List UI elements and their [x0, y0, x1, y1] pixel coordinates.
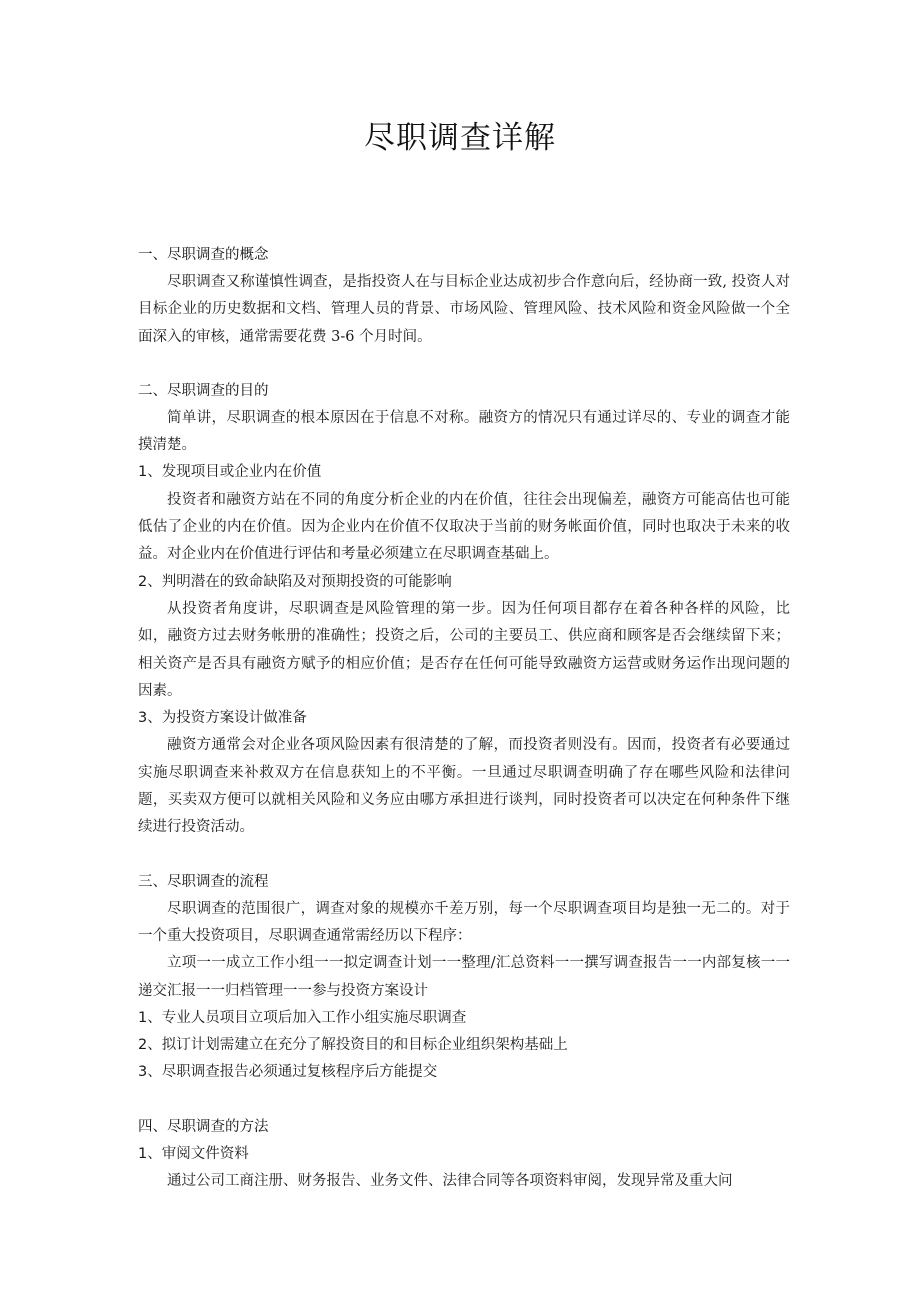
document-title: 尽职调查详解	[364, 120, 556, 156]
item-title-text: 、为投资方案设计做准备	[147, 710, 307, 727]
list-item	[138, 1059, 790, 1086]
section-methods	[138, 1114, 790, 1196]
item-number: 1	[138, 1009, 148, 1026]
paragraph: 通过公司工商注册、财务报告、业务文件、法律合同等各项资料审阅，发现异常及重大问	[167, 1173, 733, 1190]
list-item-title	[138, 705, 790, 732]
paragraph: 从投资者角度讲，尽职调查是风险管理的第一步。因为任何项目都存在着各种各样的风险，比如，融资方过去财务帐册的准确性；投资之后，公司的主要员工、供应商和顾客是否会继续留下来；相关资产是否具有融资方赋予的相应价值；是否存在任何可能导致融资方运营或财务运作出现问题的因素。	[138, 600, 790, 699]
list-item-title	[138, 569, 790, 596]
item-number: 1	[138, 464, 148, 481]
paragraph: 融资方通常会对企业各项风险因素有很清楚的了解，而投资者则没有。因而，投资者有必要通过实施尽职调查来补救双方在信息获知上的不平衡。一旦通过尽职调查明确了存在哪些风险和法律问题，买卖双方便可以就相关风险和义务应由哪方承担进行谈判，同时投资者可以决定在何种条件下继续进行投资活动。	[138, 737, 790, 836]
process-flow: 立项一一成立工作小组一一拟定调查计划一一整理/汇总资料一一撰写调查报告一一内部复核一一递交汇报一一归档管理一一参与投资方案设计	[138, 955, 790, 999]
paragraph: 尽职调查的范围很广，调查对象的规模亦千差万别，每一个尽职调查项目均是独一无二的。对于一个重大投资项目，尽职调查通常需经历以下程序：	[138, 900, 790, 944]
spacer	[138, 842, 790, 869]
list-item	[138, 1032, 790, 1059]
spacer	[138, 1087, 790, 1114]
spacer	[138, 351, 790, 378]
list-item-title	[138, 459, 790, 486]
list-item	[138, 1005, 790, 1032]
item-number: 1	[138, 1145, 148, 1162]
section-heading: 一、尽职调查的概念	[138, 247, 269, 263]
section-heading: 三、尽职调查的流程	[138, 873, 269, 890]
section-concept	[138, 242, 790, 351]
item-title-text: 、判明潜在的致命缺陷及对预期投资的可能影响	[147, 573, 452, 590]
item-text: 、专业人员项目立项后加入工作小组实施尽职调查	[147, 1009, 467, 1026]
item-number: 3	[138, 710, 148, 727]
document-body	[138, 242, 790, 1195]
item-text: 、拟订计划需建立在充分了解投资目的和目标企业组织架构基础上	[147, 1037, 568, 1054]
item-number: 2	[138, 1037, 148, 1054]
item-number: 2	[138, 573, 148, 590]
section-heading: 四、尽职调查的方法	[138, 1118, 269, 1135]
paragraph: 尽职调查又称谨慎性调查，是指投资人在与目标企业达成初步合作意向后，经协商一致, 投资人对目标企业的历史数据和文档、管理人员的背景、市场风险、管理风险、技术风险和资金风险做一个全面深入的审核，通常需要花费 3-6 个月时间。	[138, 274, 790, 345]
item-title-text: 、发现项目或企业内在价值	[147, 464, 322, 481]
paragraph: 简单讲，尽职调查的根本原因在于信息不对称。融资方的情况只有通过详尽的、专业的调查才能摸清楚。	[138, 409, 790, 454]
section-heading: 二、尽职调查的目的	[138, 382, 269, 399]
item-title-text: 、审阅文件资料	[147, 1145, 249, 1162]
paragraph: 投资者和融资方站在不同的角度分析企业的内在价值，往往会出现偏差，融资方可能高估也可能低估了企业的内在价值。因为企业内在价值不仅取决于当前的财务帐面价值，同时也取决于未来的收益。对企业内在价值进行评估和考量必须建立在尽职调查基础上。	[138, 491, 790, 563]
section-process	[138, 869, 790, 1087]
list-item-title	[138, 1141, 790, 1168]
section-purpose	[138, 378, 790, 842]
item-text: 、尽职调查报告必须通过复核程序后方能提交	[147, 1064, 438, 1081]
item-number: 3	[138, 1064, 148, 1081]
